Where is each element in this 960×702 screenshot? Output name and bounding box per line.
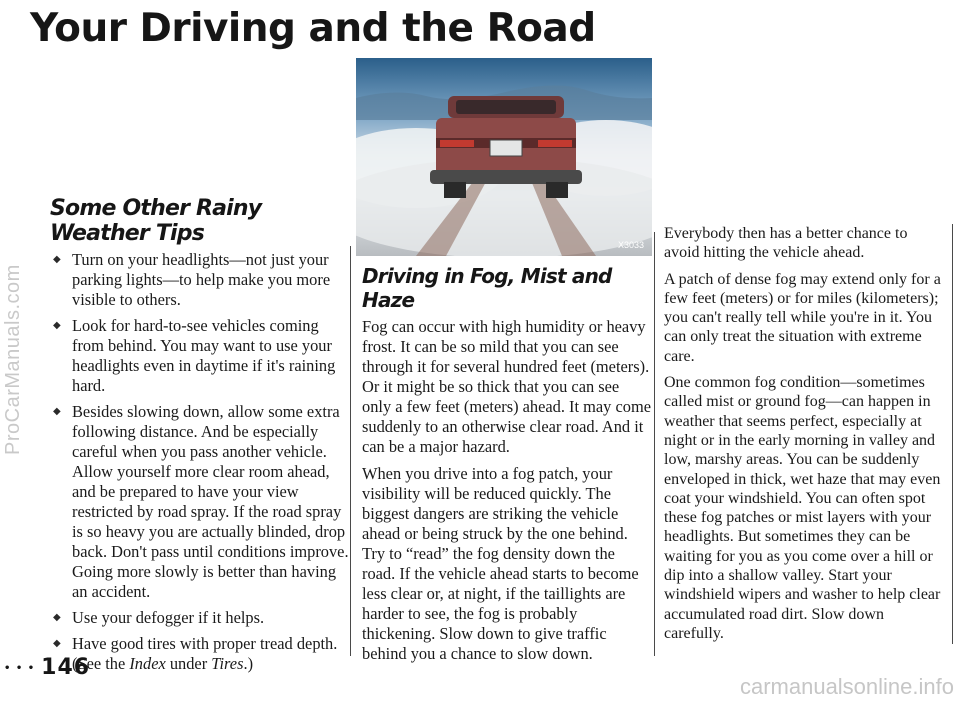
- tire-tip-text: under: [165, 654, 212, 673]
- tire-tip-text: .): [243, 654, 254, 673]
- side-watermark: ProCarManuals.com: [2, 264, 24, 456]
- photo-code: X3033: [617, 240, 644, 250]
- list-item: ◆ Turn on your headlights—not just your parking lights—to help make you more visible to others.: [50, 250, 350, 310]
- fog-column: [362, 264, 652, 671]
- fog-paragraph: When you drive into a fog patch, your visibility will be reduced quickly. The biggest dangers are striking the vehicle ahead or being struck by the one behind. Try to “read” the fog density down the road. If the vehicle ahead starts to become less clear or, at night, if the taillights are harder to see, the fog is probably thickening. Slow down to give traffic behind you a chance to slow down.: [362, 464, 639, 663]
- tire-tip-text: Have good tires with proper tread depth. (See the: [72, 634, 338, 673]
- list-item: ◆ Use your defogger if it helps.: [50, 608, 350, 628]
- bottom-watermark: carmanualsonline.info: [739, 674, 954, 699]
- fog-continued-column: [664, 224, 946, 650]
- list-item: ◆ Look for hard-to-see vehicles coming from behind. You may want to use your headlights even in daytime if it's raining hard.: [50, 316, 350, 396]
- page-dots: • • •: [4, 662, 36, 674]
- photo-illustration: [356, 58, 652, 256]
- fog-paragraph: Fog can occur with high humidity or heavy frost. It can be so mild that you can see through it for several hundred feet (meters). Or it might be so thick that you can see only a few feet (meters) ahead. It may come suddenly to an otherwise clear road. And it can be a major hazard.: [362, 317, 651, 456]
- list-item: ◆ Besides slowing down, allow some extra following distance. And be especially careful when you pass another vehicle. Allow yourself more clear room ahead, and be prepared to have your view restricted by road spray. If the road spray is so heavy you are actually blinded, drop back. Don't pass until conditions improve. Going more slowly is better than having an accident.: [50, 402, 350, 602]
- page-title: Your Driving and the Road: [30, 6, 596, 51]
- index-reference: Index: [129, 654, 166, 673]
- rainy-tips-list: [50, 250, 350, 674]
- fog-heading: Driving in Fog, Mist and Haze: [362, 264, 612, 312]
- page-number-value: 146: [41, 655, 91, 680]
- list-item: [50, 634, 350, 674]
- page-number: [4, 655, 90, 680]
- column-divider: [654, 232, 655, 656]
- rainy-tips-heading: Some Other Rainy Weather Tips: [50, 196, 262, 246]
- fog-paragraph: One common fog condition—sometimes called mist or ground fog—can happen in weather that seems perfect, especially at night or in the early morning in valley and low, marshy areas. You can be suddenly enveloped in thick, wet haze that may even coat your windshield. You can often spot these fog patches or mist layers with your headlights. But sometimes they can be waiting for you as you come over a hill or dip into a shallow valley. Start your windshield wipers and washer to help clear accumulated road dirt. Slow down carefully.: [664, 374, 941, 642]
- tires-reference: Tires: [211, 654, 244, 673]
- fog-paragraph: Everybody then has a better chance to avoid hitting the vehicle ahead.: [664, 225, 908, 262]
- fog-paragraph: A patch of dense fog may extend only for a few feet (meters) or for miles (kilometers); you can't really tell while you're in it. You can only treat the situation with extreme care.: [664, 270, 941, 365]
- rainy-tips-column: [50, 196, 350, 680]
- column-divider: [350, 246, 351, 656]
- column-divider: [952, 224, 953, 644]
- car-in-fog-photo: [356, 58, 652, 256]
